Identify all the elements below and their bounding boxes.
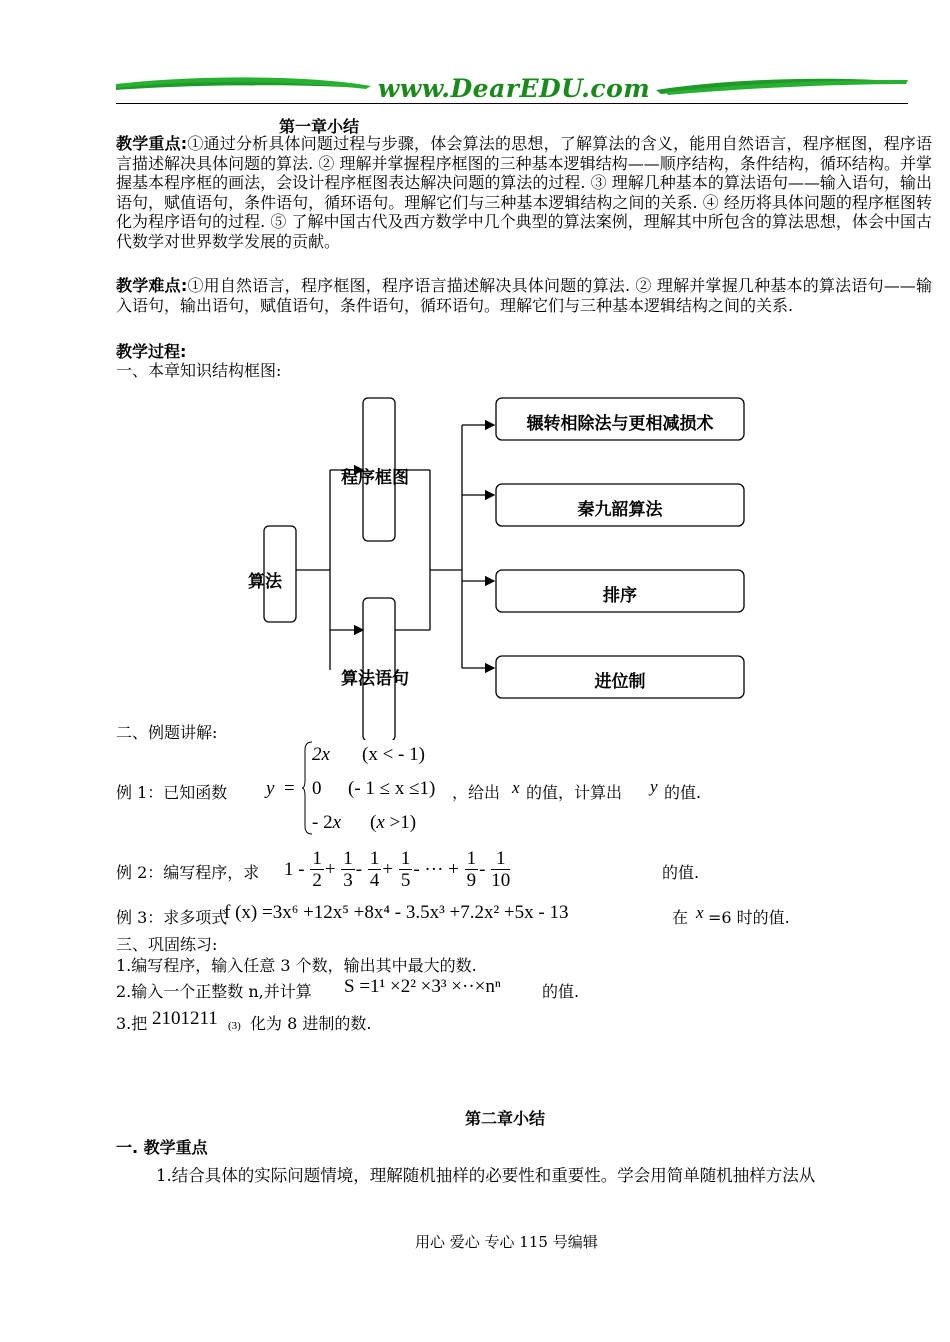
ex2-op: - ··· + <box>413 859 459 880</box>
practice3 <box>116 1008 932 1036</box>
ex1-mid: ，给出 <box>452 783 501 802</box>
example2 <box>116 846 932 898</box>
ex1-y: y <box>266 778 275 799</box>
knowledge-diagram <box>240 390 760 740</box>
ex1-case1-expr: 2x <box>312 744 330 765</box>
example1 <box>116 740 932 836</box>
difficulties-paragraph <box>116 276 932 315</box>
practice3-base: (3) <box>228 1020 241 1032</box>
ex1-case1-cond: (x < - 1) <box>362 744 425 765</box>
practice3-prefix: 3.把 <box>116 1014 148 1033</box>
ex2-frac-3: $\frac{1}{3}$ <box>343 848 353 892</box>
ex2-frac-5: $\frac{1}{5}$ <box>400 848 411 892</box>
ex3-x: x <box>696 903 704 922</box>
site-logo-text: www.DearEDU.com <box>377 74 651 103</box>
key-points-label: 教学重点: <box>116 134 188 153</box>
practice2-formula: S =1¹ ×2² ×3³ ×··×nⁿ <box>344 976 501 997</box>
ex1-eq: = <box>284 778 295 799</box>
chapter2-item1: 1.结合具体的实际问题情境，理解随机抽样的必要性和重要性。学会用简单随机抽样方法从 <box>156 1166 816 1185</box>
ex2-op: - <box>479 859 486 880</box>
header-rule <box>116 103 908 104</box>
diagram-root-algorithm: 算法 <box>248 572 282 592</box>
ex1-x: x <box>512 778 520 797</box>
ex1-case3-cond: (x >1) <box>370 812 417 833</box>
ex3-suffix: =6 时的值. <box>708 908 790 927</box>
ex3-prefix: 例 3：求多项式 <box>116 908 228 927</box>
practice2 <box>116 976 932 1002</box>
ex1-prefix: 例 1：已知函数 <box>116 783 228 802</box>
practice3-number: 2101211 <box>152 1008 218 1029</box>
ex2-suffix: 的值. <box>662 863 700 882</box>
practice1: 1.编写程序，输入任意 3 个数，输出其中最大的数. <box>116 956 477 975</box>
diagram-leaf-number-base: 进位制 <box>594 672 646 692</box>
section2-heading: 二、例题讲解: <box>116 723 218 742</box>
difficulties-label: 教学难点: <box>116 276 188 295</box>
process-label: 教学过程: <box>116 342 187 361</box>
ex2-frac-9: $\frac{1}{9}$ <box>466 848 477 892</box>
diagram-leaf-qinjiushao: 秦九韶算法 <box>577 500 663 520</box>
ex2-frac-10: $\frac{1}{10}$ <box>491 848 511 892</box>
ex2-op: + <box>324 859 336 880</box>
ex1-mid2: 的值，计算出 <box>526 783 623 802</box>
ex1-case2-cond: (- 1 ≤ x ≤1) <box>348 778 436 799</box>
ex2-lead: 1 - <box>284 859 305 880</box>
ex1-suffix: 的值. <box>664 783 702 802</box>
footer-text: 用心 爱心 专心 115 号编辑 <box>415 1233 598 1251</box>
example3 <box>116 902 932 928</box>
ex2-prefix: 例 2：编写程序，求 <box>116 863 260 882</box>
chapter2-title: 第二章小结 <box>465 1109 546 1128</box>
difficulties-text: ①用自然语言，程序框图，程序语言描述解决具体问题的算法. ② 理解并掌握几种基本的算法语句——输入语句，输出语句，赋值语句，条件语句，循环语句。理解它们与三种基本逻辑结构之间的关系. <box>116 276 932 315</box>
ex2-frac-4: $\frac{1}{4}$ <box>369 848 380 892</box>
key-points-paragraph <box>116 134 932 251</box>
diagram-branch-statements: 算法语句 <box>341 669 409 689</box>
practice3-suffix: 化为 8 进制的数. <box>250 1014 372 1033</box>
practice2-prefix: 2.输入一个正整数 n,并计算 <box>116 982 312 1001</box>
ex2-frac-2: $\frac{1}{2}$ <box>312 848 322 892</box>
ex2-op: + <box>382 859 394 880</box>
ex1-case3-expr: - 2x <box>312 812 342 833</box>
chapter1-title: 第一章小结 <box>279 117 360 136</box>
section3-heading: 三、巩固练习: <box>116 935 218 954</box>
chapter2-section1: 一. 教学重点 <box>116 1138 208 1157</box>
ex1-case2-expr: 0 <box>312 778 322 799</box>
diagram-leaf-sorting: 排序 <box>603 586 637 606</box>
header-banner <box>116 72 908 106</box>
ex3-poly: f (x) =3x⁶ +12x⁵ +8x⁴ - 3.5x³ +7.2x² +5x - 13 <box>224 902 569 923</box>
ex3-mid: 在 <box>672 908 689 927</box>
diagram-branch-flowchart: 程序框图 <box>341 468 409 488</box>
practice2-suffix: 的值. <box>542 982 580 1001</box>
diagram-leaf-euclid: 辗转相除法与更相减损术 <box>526 414 714 434</box>
ex1-y2: y <box>650 777 658 796</box>
ex2-formula <box>284 846 511 894</box>
section1-heading: 一、本章知识结构框图: <box>116 361 282 380</box>
ex2-op: - <box>355 859 363 880</box>
key-points-text: ①通过分析具体问题过程与步骤，体会算法的思想，了解算法的含义，能用自然语言，程序框图，程序语言描述解决具体问题的算法. ② 理解并掌握程序框图的三种基本逻辑结构——顺序结构，条件结构，循环结构。并掌握基本程序框的画法，会设计程序框图表达解决问题的算法的过程. ③ 理解几种基本的算法语句——输入语句，输出语句，赋值语句，条件语句，循环语句。理解它们与三种基本逻辑结构之间的关系. ④ 经历将具体问题的程序框图转化为程序语句的过程. ⑤ 了解中国古代及西方数学中几个典型的算法案例，理解其中所包含的算法思想，体会中国古代数学对世界数学发展的贡献。 <box>116 134 932 251</box>
